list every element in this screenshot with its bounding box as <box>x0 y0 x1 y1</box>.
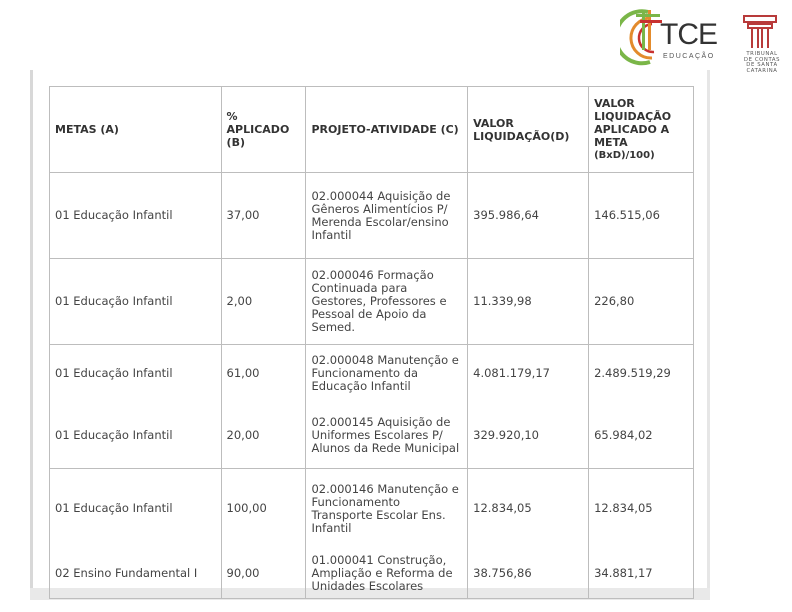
slide-left-border <box>30 70 33 600</box>
cell-valor-meta: 65.984,02 <box>589 403 694 469</box>
table-row <box>50 549 694 599</box>
cell-valor: 12.834,05 <box>468 469 589 549</box>
cell-projeto: 02.000048 Manutenção e Funcionamento da Educação Infantil <box>306 345 468 403</box>
cell-meta: 01 Educação Infantil <box>50 469 222 549</box>
cell-valor: 4.081.179,17 <box>468 345 589 403</box>
header-valor-liquidacao: VALOR LIQUIDAÇÃO(D) <box>468 87 589 173</box>
cell-percent: 20,00 <box>221 403 306 469</box>
header-valor-meta-formula: (BxD)/100) <box>594 150 655 161</box>
cell-projeto: 01.000041 Construção, Ampliação e Reforma de Unidades Escolares <box>306 549 468 599</box>
cell-projeto: 02.000046 Formação Continuada para Gestores, Professores e Pessoal de Apoio da Semed. <box>306 259 468 345</box>
tcesc-logo <box>740 14 780 86</box>
table-row <box>50 345 694 403</box>
cell-valor-meta: 146.515,06 <box>589 173 694 259</box>
header-percent-aplicado: % APLICADO (B) <box>221 87 306 173</box>
cell-projeto: 02.000146 Manutenção e Funcionamento Transporte Escolar Ens. Infantil <box>306 469 468 549</box>
tcesc-logo-text: TRIBUNAL DE CONTAS DE SANTA CATARINA <box>743 51 781 74</box>
cell-valor-meta: 34.881,17 <box>589 549 694 599</box>
cell-meta: 01 Educação Infantil <box>50 345 222 403</box>
cell-percent: 2,00 <box>221 259 306 345</box>
cell-projeto: 02.000044 Aquisição de Gêneros Alimentícios P/ Merenda Escolar/ensino Infantil <box>306 173 468 259</box>
cell-valor-meta: 2.489.519,29 <box>589 345 694 403</box>
cell-percent: 61,00 <box>221 345 306 403</box>
header-projeto-atividade: PROJETO-ATIVIDADE (C) <box>306 87 468 173</box>
table-header-row <box>50 87 694 173</box>
slide-right-border <box>707 70 710 600</box>
cell-valor: 395.986,64 <box>468 173 589 259</box>
table-row <box>50 469 694 549</box>
tce-logo-subtext: EDUCAÇÃO <box>663 53 715 60</box>
cell-valor: 11.339,98 <box>468 259 589 345</box>
metas-table <box>49 86 694 599</box>
cell-projeto: 02.000145 Aquisição de Uniformes Escolares P/ Alunos da Rede Municipal <box>306 403 468 469</box>
cell-percent: 37,00 <box>221 173 306 259</box>
cell-meta: 01 Educação Infantil <box>50 403 222 469</box>
cell-meta: 01 Educação Infantil <box>50 173 222 259</box>
cell-valor: 329.920,10 <box>468 403 589 469</box>
cell-meta: 01 Educação Infantil <box>50 259 222 345</box>
cell-percent: 100,00 <box>221 469 306 549</box>
table-row <box>50 403 694 469</box>
cell-valor-meta: 12.834,05 <box>589 469 694 549</box>
table-row <box>50 259 694 345</box>
table-row <box>50 173 694 259</box>
header-valor-meta <box>589 87 694 173</box>
tce-logo-text: TCE <box>660 18 717 51</box>
tcesc-logo-graphic <box>740 14 780 50</box>
cell-meta: 02 Ensino Fundamental I <box>50 549 222 599</box>
cell-valor: 38.756,86 <box>468 549 589 599</box>
header-valor-meta-label: VALOR LIQUIDAÇÃO APLICADO A META <box>594 97 672 149</box>
header-metas: METAS (A) <box>50 87 222 173</box>
cell-valor-meta: 226,80 <box>589 259 694 345</box>
cell-percent: 90,00 <box>221 549 306 599</box>
